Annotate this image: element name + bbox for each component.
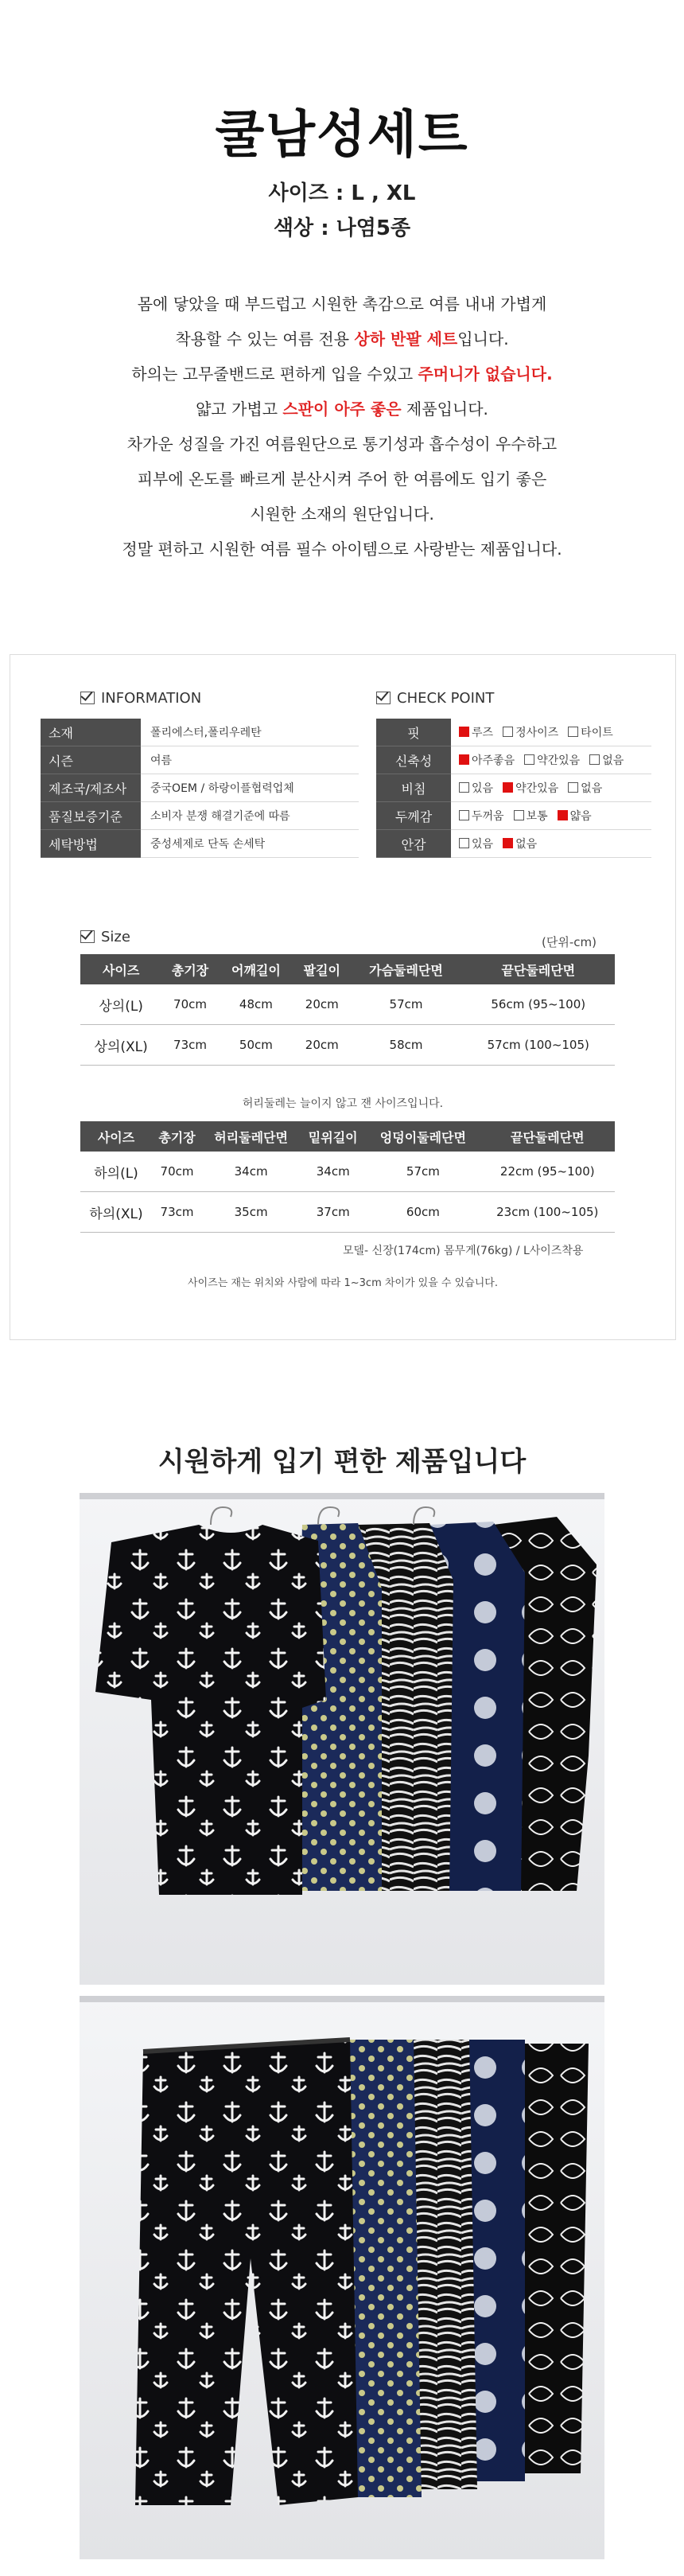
info-value: 소비자 분쟁 해결기준에 따름 <box>141 802 359 830</box>
size-row <box>80 1152 615 1192</box>
info-key: 소재 <box>41 719 141 746</box>
size-col-header: 가슴둘레단면 <box>351 954 462 984</box>
check-icon <box>376 692 391 704</box>
info-value: 중국OEM / 하랑이플협력업체 <box>141 774 359 802</box>
desc-line-5: 차가운 성질을 가진 여름원단으로 통기성과 흡수성이 우수하고 <box>126 435 558 454</box>
size-row-label: 하의(XL) <box>80 1192 152 1233</box>
checked-box-icon <box>459 754 469 765</box>
size-row-label: 상의(XL) <box>80 1025 161 1066</box>
checkpoint-option-label: 얇음 <box>569 810 592 823</box>
size-cell: 70cm <box>152 1152 202 1192</box>
size-col-header: 팔길이 <box>293 954 350 984</box>
size-col-header: 밑위길이 <box>300 1121 366 1152</box>
bottom-size-table <box>80 1121 615 1233</box>
desc-line-3: 하의는 고무줄밴드로 편하게 입을 수있고 주머니가 없습니다. <box>131 364 553 384</box>
info-value: 중성세제로 단독 손세탁 <box>141 830 359 858</box>
checked-box-icon <box>503 782 513 793</box>
size-col-header: 끝단둘레단면 <box>480 1121 615 1152</box>
info-row <box>41 802 359 830</box>
info-row <box>41 774 359 802</box>
checkpoint-options <box>451 746 651 774</box>
checkpoint-option <box>558 808 592 824</box>
checkpoint-row <box>376 719 651 746</box>
info-key: 품질보증기준 <box>41 802 141 830</box>
checkpoint-option <box>503 724 558 740</box>
checkpoint-heading: CHECK POINT <box>376 690 494 707</box>
size-cell: 70cm <box>161 984 218 1025</box>
checkpoint-option-label: 없음 <box>581 782 603 795</box>
size-cell: 35cm <box>202 1192 300 1233</box>
size-cell: 22cm (95~100) <box>480 1152 615 1192</box>
info-value: 폴리에스터,폴리우레탄 <box>141 719 359 746</box>
unchecked-box-icon <box>568 782 578 793</box>
information-table <box>41 719 359 858</box>
size-cell: 56cm (95~100) <box>462 984 616 1025</box>
size-unit: (단위-cm) <box>542 935 597 949</box>
size-cell: 58cm <box>351 1025 462 1066</box>
size-cell: 57cm <box>351 984 462 1025</box>
measure-note: 사이즈는 재는 위치와 사람에 따라 1~3cm 차이가 있을 수 있습니다. <box>188 1277 498 1289</box>
checkpoint-option-label: 두꺼움 <box>472 810 504 823</box>
unchecked-box-icon <box>503 727 513 737</box>
size-cell: 23cm (100~105) <box>480 1192 615 1233</box>
size-cell: 48cm <box>219 984 293 1025</box>
checkpoint-option <box>568 780 602 796</box>
unchecked-box-icon <box>589 754 600 765</box>
top-size-table <box>80 954 615 1066</box>
info-value: 여름 <box>141 746 359 774</box>
checkpoint-option-label: 없음 <box>602 754 624 767</box>
size-col-header: 어깨길이 <box>219 954 293 984</box>
checkpoint-option <box>503 780 558 796</box>
unchecked-box-icon <box>459 838 469 848</box>
info-row <box>41 719 359 746</box>
desc-line-2: 착용할 수 있는 여름 전용 상하 반팔 세트입니다. <box>175 329 509 349</box>
desc-line-1: 몸에 닿았을 때 부드럽고 시원한 촉감으로 여름 내내 가볍게 <box>137 294 547 314</box>
size-cell: 73cm <box>161 1025 218 1066</box>
checkpoint-option <box>459 780 493 796</box>
checkpoint-option-label: 보통 <box>526 810 548 823</box>
size-row <box>80 1192 615 1233</box>
checked-box-icon <box>503 838 513 848</box>
color-line: 색상 : 나염5종 <box>273 216 411 240</box>
size-col-header: 허리둘레단면 <box>202 1121 300 1152</box>
size-row <box>80 1025 615 1066</box>
checkpoint-option <box>524 752 580 768</box>
size-cell: 60cm <box>366 1192 480 1233</box>
checkpoint-option <box>459 836 493 852</box>
product-photo-tops <box>80 1493 604 1985</box>
desc-line-6: 피부에 온도를 빠르게 분산시켜 주어 한 여름에도 입기 좋은 <box>137 470 547 489</box>
checkpoint-key: 신축성 <box>376 746 451 774</box>
checkpoint-row <box>376 746 651 774</box>
checkpoint-option-label: 루즈 <box>472 727 494 739</box>
size-cell: 34cm <box>300 1152 366 1192</box>
checkpoint-option-label: 없음 <box>515 838 538 851</box>
checkpoint-key: 두께감 <box>376 802 451 830</box>
checkpoint-options <box>451 830 651 858</box>
checkpoint-option-label: 정사이즈 <box>515 727 559 739</box>
checkpoint-row <box>376 774 651 802</box>
waist-note: 허리둘레는 늘이지 않고 잰 사이즈입니다. <box>242 1097 444 1110</box>
bottoms-photo-image <box>80 1996 604 2559</box>
desc-line-8: 정말 편하고 시원한 여름 필수 아이템으로 사랑받는 제품입니다. <box>122 540 562 559</box>
tops-photo-image <box>80 1493 604 1985</box>
checkpoint-option-label: 약간있음 <box>537 754 581 767</box>
size-col-header: 끝단둘레단면 <box>462 954 616 984</box>
info-row <box>41 830 359 858</box>
checkpoint-option <box>589 752 624 768</box>
checkpoint-table <box>376 719 651 858</box>
info-key: 세탁방법 <box>41 830 141 858</box>
size-row-label: 하의(L) <box>80 1152 152 1192</box>
checkpoint-option <box>503 836 537 852</box>
checkpoint-options <box>451 774 651 802</box>
size-row <box>80 984 615 1025</box>
info-row <box>41 746 359 774</box>
checkpoint-row <box>376 802 651 830</box>
model-note: 모델- 신장(174cm) 몸무게(76kg) / L사이즈착용 <box>343 1245 584 1257</box>
unchecked-box-icon <box>514 810 524 820</box>
size-cell: 20cm <box>293 1025 350 1066</box>
checkpoint-option <box>459 808 504 824</box>
checkpoint-key: 핏 <box>376 719 451 746</box>
unchecked-box-icon <box>524 754 534 765</box>
checkpoint-option-label: 아주좋음 <box>472 754 515 767</box>
size-col-header: 엉덩이둘레단면 <box>366 1121 480 1152</box>
page-title: 쿨남성세트 <box>215 106 469 165</box>
unchecked-box-icon <box>568 727 578 737</box>
checkpoint-row <box>376 830 651 858</box>
info-key: 시즌 <box>41 746 141 774</box>
size-col-header: 총기장 <box>152 1121 202 1152</box>
size-col-header: 사이즈 <box>80 954 161 984</box>
checked-box-icon <box>558 810 568 820</box>
checkpoint-option-label: 있음 <box>472 838 494 851</box>
size-line: 사이즈 : L , XL <box>268 181 416 205</box>
size-cell: 57cm <box>366 1152 480 1192</box>
checkpoint-options <box>451 719 651 746</box>
checkpoint-option <box>459 724 493 740</box>
size-heading: Size <box>80 929 130 945</box>
size-col-header: 사이즈 <box>80 1121 152 1152</box>
size-cell: 57cm (100~105) <box>462 1025 616 1066</box>
check-icon <box>80 930 95 943</box>
check-icon <box>80 692 95 704</box>
size-cell: 50cm <box>219 1025 293 1066</box>
unchecked-box-icon <box>459 810 469 820</box>
checkpoint-options <box>451 802 651 830</box>
desc-line-4: 얇고 가볍고 스판이 아주 좋은 제품입니다. <box>196 399 488 419</box>
checked-box-icon <box>459 727 469 737</box>
checkpoint-option <box>514 808 548 824</box>
feature-banner: 시원하게 입기 편한 제품입니다 <box>157 1446 527 1478</box>
checkpoint-option-label: 타이트 <box>581 727 613 739</box>
info-panel <box>10 654 676 1340</box>
size-cell: 37cm <box>300 1192 366 1233</box>
size-cell: 73cm <box>152 1192 202 1233</box>
size-row-label: 상의(L) <box>80 984 161 1025</box>
checkpoint-option-label: 있음 <box>472 782 494 795</box>
checkpoint-key: 안감 <box>376 830 451 858</box>
product-description <box>0 286 684 567</box>
information-heading: INFORMATION <box>80 690 201 707</box>
checkpoint-key: 비침 <box>376 774 451 802</box>
checkpoint-option-label: 약간있음 <box>515 782 559 795</box>
desc-line-7: 시원한 소재의 원단입니다. <box>250 505 434 524</box>
unchecked-box-icon <box>459 782 469 793</box>
checkpoint-option <box>568 724 613 740</box>
size-col-header: 총기장 <box>161 954 218 984</box>
size-cell: 34cm <box>202 1152 300 1192</box>
info-key: 제조국/제조사 <box>41 774 141 802</box>
checkpoint-option <box>459 752 515 768</box>
product-photo-bottoms <box>80 1996 604 2559</box>
size-cell: 20cm <box>293 984 350 1025</box>
